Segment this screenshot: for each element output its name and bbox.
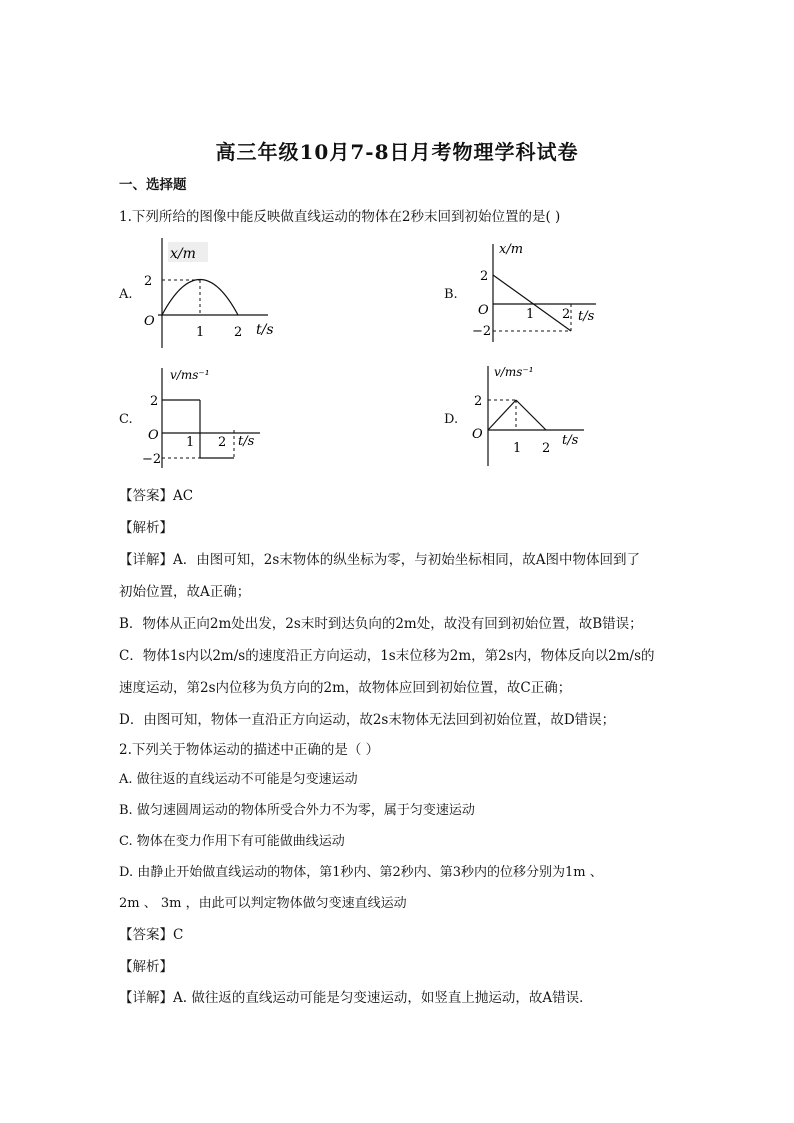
- graph-d-xtick-2: 2: [542, 441, 551, 456]
- graph-a-ylabel: x/m: [170, 246, 196, 262]
- q1-stem: 1.下列所给的图像中能反映做直线运动的物体在2秒末回到初始位置的是( ): [119, 209, 561, 225]
- graph-b-ytick-neg2: −2: [472, 324, 492, 339]
- graph-d-xtick-1: 1: [513, 441, 522, 456]
- graph-b-ytick-2: 2: [480, 269, 489, 284]
- graph-b-xtick-1: 1: [526, 307, 535, 322]
- graph-c-xtick-2: 2: [218, 435, 227, 450]
- q1-analysis-line: 初始位置，故A正确；: [119, 584, 251, 600]
- graph-c-xlabel: t/s: [238, 434, 255, 449]
- graph-c-xtick-1: 1: [186, 435, 195, 450]
- graph-a-xtick-1: 1: [196, 325, 205, 340]
- q1-option-c-label: C.: [119, 412, 133, 427]
- q1-analysis-line: 速度运动，第2s内位移为负方向的2m，故物体应回到初始位置，故C正确；: [119, 680, 572, 696]
- graph-a-origin: O: [144, 314, 155, 329]
- graph-d-ylabel: v/ms⁻¹: [494, 365, 534, 379]
- q2-option-b: B. 做匀速圆周运动的物体所受合外力不为零，属于匀变速运动: [119, 803, 475, 818]
- q2-analysis-line: 【详解】A. 做往返的直线运动可能是匀变速运动，如竖直上抛运动，故A错误．: [119, 990, 593, 1006]
- q1-analysis-line: B．物体从正向2m处出发，2s末时到达负向的2m处，故没有回到初始位置，故B错误；: [119, 616, 643, 632]
- graph-c-ylabel: v/ms⁻¹: [170, 368, 210, 382]
- q1-analysis-line: C．物体1s内以2m/s的速度沿正方向运动，1s末位移为2m，第2s内，物体反向以2m/s的: [119, 648, 655, 664]
- q2-stem: 2.下列关于物体运动的描述中正确的是（ ）: [119, 742, 380, 758]
- graph-d-ytick: 2: [474, 394, 483, 409]
- graph-b-ylabel: x/m: [499, 242, 524, 257]
- q1-graph-a: [138, 238, 288, 350]
- q1-answer: 【答案】AC: [119, 488, 194, 504]
- graph-b-xlabel: t/s: [578, 309, 595, 324]
- graph-b-xtick-2: 2: [562, 307, 571, 322]
- q2-option-d: D. 由静止开始做直线运动的物体，第1秒内、第2秒内、第3秒内的位移分别为1m 、: [119, 865, 603, 880]
- q2-option-a: A. 做往返的直线运动不可能是匀变速运动: [119, 772, 358, 787]
- q1-analysis-header: 【解析】: [119, 520, 173, 536]
- q1-option-b-label: B.: [444, 287, 458, 302]
- page-title: 高三年级10月7-8日月考物理学科试卷: [215, 140, 579, 164]
- q2-analysis-header: 【解析】: [119, 959, 173, 975]
- graph-d-xlabel: t/s: [562, 433, 579, 448]
- q1-graph-c: [140, 364, 270, 470]
- graph-a-ytick: 2: [144, 274, 153, 289]
- q1-option-d-label: D.: [444, 412, 459, 427]
- graph-a-xtick-2: 2: [234, 325, 243, 340]
- q2-option-d-cont: 2m 、 3m ，由此可以判定物体做匀变速直线运动: [119, 896, 407, 911]
- q1-option-a-label: A.: [119, 287, 133, 302]
- graph-d-origin: O: [472, 427, 483, 442]
- graph-c-ytick-neg2: −2: [142, 452, 162, 467]
- q2-option-c: C. 物体在变力作用下有可能做曲线运动: [119, 834, 345, 849]
- q1-analysis-line: 【详解】A．由图可知，2s末物体的纵坐标为零，与初始坐标相同，故A图中物体回到了: [119, 552, 641, 568]
- graph-c-ytick-2: 2: [150, 394, 159, 409]
- section-heading: 一、选择题: [119, 177, 187, 193]
- graph-b-origin: O: [478, 303, 489, 318]
- graph-a-xlabel: t/s: [256, 322, 274, 338]
- graph-c-origin: O: [148, 428, 159, 443]
- q1-analysis-line: D．由图可知，物体一直沿正方向运动，故2s末物体无法回到初始位置，故D错误；: [119, 712, 616, 728]
- q2-answer: 【答案】C: [119, 927, 184, 943]
- q1-graph-b: [466, 238, 616, 348]
- q1-graph-d: [466, 360, 606, 470]
